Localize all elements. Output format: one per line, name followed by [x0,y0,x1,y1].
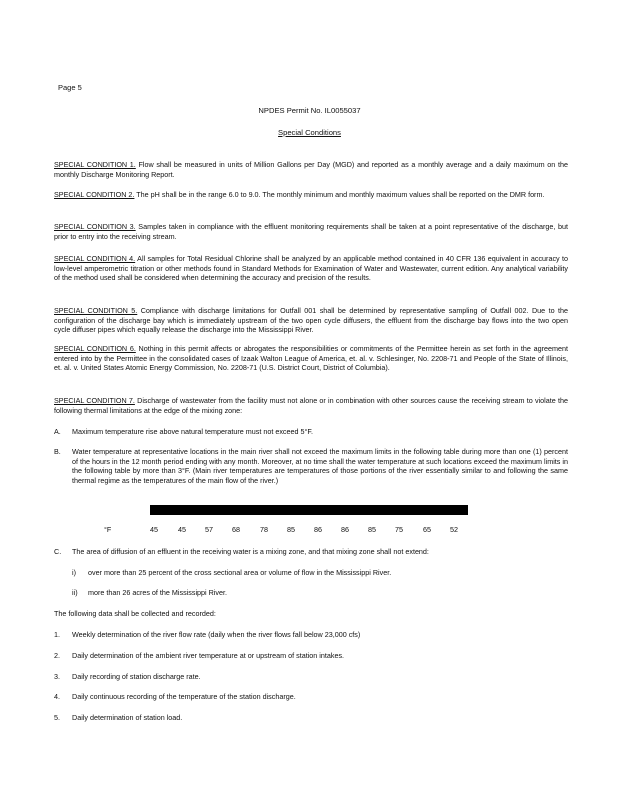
data-item-text: Weekly determination of the river flow rate (daily when the river flows fall below 23,000 cfs) [72,630,361,639]
item-a-letter: A. [54,427,61,436]
condition-text: Samples taken in compliance with the effluent monitoring requirements shall be taken at a point representative of the discharge, but prior to entry into the receiving stream. [54,222,568,241]
condition-text: The pH shall be in the range 6.0 to 9.0. The monthly minimum and monthly maximum values shall be reported on the DMR form. [134,190,545,199]
condition-label: SPECIAL CONDITION 5. [54,306,138,315]
data-item-num: 2. [54,651,60,660]
data-item-num: 5. [54,713,60,722]
temperature-value: 45 [178,525,186,534]
temperature-value: 52 [450,525,458,534]
data-intro: The following data shall be collected and recorded: [54,609,216,618]
item-b-text: Water temperature at representative locations in the main river shall not exceed the maximum limits in the following table during more than one (1) percent of the hours in the 12 month period ending with any month. Moreover, at no time shall the water temperature at such locations exceed the maximum limits in the following table by more than 3°F. (Main river temperatures are temperatures of those portions of the river essentially similar to and following the same thermal regime as the temperatures of the main flow of the river.) [72,447,568,485]
page-number: Page 5 [58,83,82,92]
temperature-value: 85 [368,525,376,534]
condition-label: SPECIAL CONDITION 1. [54,160,136,169]
temperature-value: 85 [287,525,295,534]
condition-text: Flow shall be measured in units of Million Gallons per Day (MGD) and reported as a monthly average and a daily maximum on the monthly Discharge Monitoring Report. [54,160,568,179]
item-c-text: The area of diffusion of an effluent in the receiving water is a mixing zone, and that mixing zone shall not extend: [72,547,429,556]
condition-text: All samples for Total Residual Chlorine shall be analyzed by an applicable method contained in 40 CFR 136 equivalent in accuracy to low-level amperometric titration or other methods found in Standard Methods for Examination of Water and Wastewater, current edition. Any analytical variability of the method used shall be considered when determining the accuracy and precision of the results. [54,254,568,283]
section-title: Special Conditions [278,128,341,137]
temperature-value: 78 [260,525,268,534]
temperature-table-header-bar [150,505,468,515]
temperature-value: 86 [341,525,349,534]
temperature-value: 57 [205,525,213,534]
temperature-value: 45 [150,525,158,534]
special-condition-6 [54,344,568,373]
condition-label: SPECIAL CONDITION 3. [54,222,136,231]
mixing-i-num: i) [72,568,76,577]
condition-text: Discharge of wastewater from the facility must not alone or in combination with other sources cause the receiving stream to violate the following thermal limitations at the edge of the mixing zone: [54,396,568,415]
data-item-num: 1. [54,630,60,639]
data-item-num: 3. [54,672,60,681]
temperature-value: 68 [232,525,240,534]
item-b-letter: B. [54,447,61,456]
mixing-ii-text: more than 26 acres of the Mississippi River. [88,588,228,597]
special-condition-2 [54,190,568,200]
data-item-text: Daily continuous recording of the temperature of the station discharge. [72,692,296,701]
temperature-value: 75 [395,525,403,534]
item-c-letter: C. [54,547,62,556]
special-condition-7 [54,396,568,415]
special-condition-1 [54,160,568,179]
mixing-i-text: over more than 25 percent of the cross sectional area or volume of flow in the Mississippi River. [88,568,392,577]
data-item-num: 4. [54,692,60,701]
data-item-text: Daily determination of the ambient river temperature at or upstream of station intakes. [72,651,345,660]
condition-label: SPECIAL CONDITION 2. [54,190,135,199]
temperature-value: 65 [423,525,431,534]
condition-text: Compliance with discharge limitations for Outfall 001 shall be determined by representative sampling of Outfall 002. Due to the configuration of the discharge bay which is immediately upstream of the two open cycle diffusers, the effluent from the discharge bay flows into the two open cycle diffuser pipes which equally release the discharge into the Mississippi River. [54,306,568,335]
temperature-table-row [0,525,619,535]
special-condition-4 [54,254,568,283]
permit-number: NPDES Permit No. IL0055037 [258,106,361,115]
data-item-text: Daily determination of station load. [72,713,183,722]
condition-label: SPECIAL CONDITION 6. [54,344,136,353]
temperature-value: 86 [314,525,322,534]
condition-text: Nothing in this permit affects or abrogates the responsibilities or commitments of the Permittee herein as set forth in the agreement entered into by the Permittee in the consolidated cases of Izaak Walton League of America, et. al. v. Schlesinger, No. 2208-71 and People of the State of Illinois, et. al. v. United States Atomic Energy Commission, No. 2208-71 (U.S. District Court, District of Columbia). [54,344,568,373]
temperature-unit: °F [104,525,112,534]
mixing-ii-num: ii) [72,588,78,597]
data-item-text: Daily recording of station discharge rate. [72,672,201,681]
item-a-text: Maximum temperature rise above natural temperature must not exceed 5°F. [72,427,313,436]
condition-label: SPECIAL CONDITION 4. [54,254,136,263]
condition-label: SPECIAL CONDITION 7. [54,396,135,405]
special-condition-5 [54,306,568,335]
special-condition-3 [54,222,568,241]
